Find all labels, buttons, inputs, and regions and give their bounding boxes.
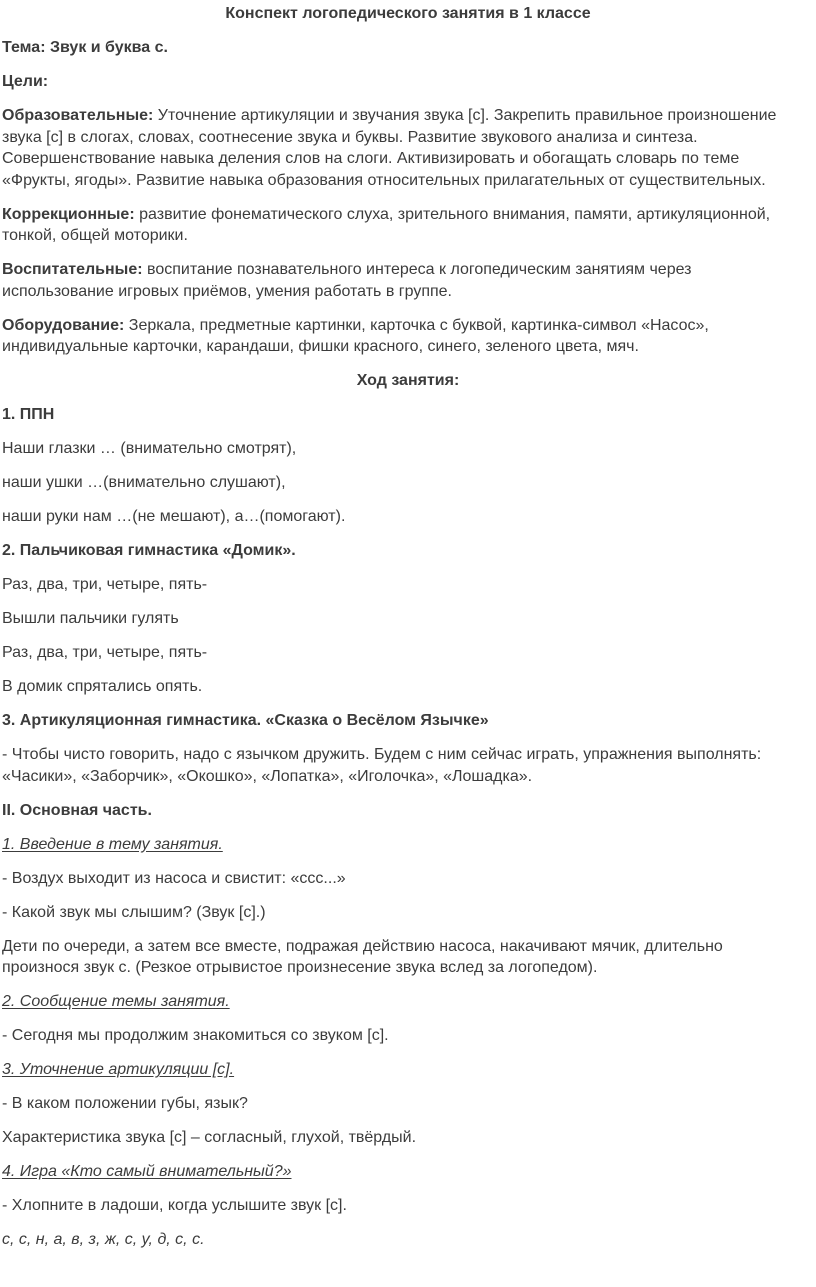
subheading-26: 3. Уточнение артикуляции [с]. [2,1061,235,1078]
paragraph-16: В домик спрятались опять. [2,678,203,695]
paragraph-text: Уточнение артикуляции и звучания звука [с]. Закрепить правильное произношение звука [с] в слогах, словах, соотнесение звука и буквы. Развитие звукового анализа и синтеза. Совершенствование навыка деления слов на слоги. Активизировать и обогащать словарь по теме «Фрукты, ягоды». Развитие навыка образования относительных прилагательных от существительных. [2,107,777,189]
heading-8: 1. ППН [2,406,55,423]
labeled-paragraph-3 [2,105,790,191]
paragraph-text: воспитание познавательного интереса к логопедическим занятиям через использование игровых приёмов, умения работать в группе. [2,261,692,300]
labeled-paragraph-4 [2,204,790,247]
paragraph-13: Раз, два, три, четыре, пять- [2,576,208,593]
paragraph-lead-label: Оборудование: [2,316,125,334]
document-body [2,3,790,1251]
section-title-7: Ход занятия: [356,372,460,389]
paragraph-lead-label: Образовательные: [2,107,154,124]
paragraph-30: - Хлопните в ладоши, когда услышите звук [с]. [2,1197,347,1214]
subheading-24: 2. Сообщение темы занятия. [2,993,230,1010]
paragraph-14: Вышли пальчики гулять [2,610,179,627]
heading-12: 2. Пальчиковая гимнастика «Домик». [2,542,296,559]
paragraph-10: наши ушки …(внимательно слушают), [2,474,286,491]
paragraph-9: Наши глазки … (внимательно смотрят), [2,440,297,457]
paragraph-28: Характеристика звука [с] – согласный, глухой, твёрдый. [2,1129,417,1146]
labeled-paragraph-6 [2,315,790,358]
document-title: Конспект логопедического занятия в 1 классе [225,5,591,22]
heading-2: Цели: [2,73,49,90]
paragraph-lead-label: Воспитательные: [2,261,143,278]
paragraph-text: развитие фонематического слуха, зрительного внимания, памяти, артикуляционной, тонкой, общей моторики. [2,205,771,244]
paragraph-31: с, с, н, а, в, з, ж, с, у, д, с, с. [2,1231,205,1248]
paragraph-21: - Воздух выходит из насоса и свистит: «ссс...» [2,869,346,887]
paragraph-22: - Какой звук мы слышим? (Звук [с].) [2,903,266,921]
heading-19: II. Основная часть. [2,801,152,819]
paragraph-23: Дети по очереди, а затем все вместе, подражая действию насоса, накачивают мячик, длительно произнося звук с. (Резкое отрывистое произнесение звука вслед за логопедом). [2,937,723,976]
paragraph-11: наши руки нам …(не мешают), а…(помогают). [2,508,346,525]
paragraph-text: Зеркала, предметные картинки, карточка с буквой, картинка-символ «Насос», индивидуальные карточки, карандаши, фишки красного, синего, зеленого цвета, мяч. [2,316,709,355]
paragraph-15: Раз, два, три, четыре, пять- [2,644,208,661]
paragraph-25: - Сегодня мы продолжим знакомиться со звуком [с]. [2,1027,389,1044]
subheading-29: 4. Игра «Кто самый внимательный?» [2,1163,292,1180]
heading-1: Тема: Звук и буква с. [2,39,168,56]
heading-17: 3. Артикуляционная гимнастика. «Сказка о Весёлом Язычке» [2,712,489,729]
paragraph-27: - В каком положении губы, язык? [2,1095,248,1112]
labeled-paragraph-5 [2,259,790,302]
paragraph-lead-label: Коррекционные: [2,205,135,223]
subheading-20: 1. Введение в тему занятия. [2,835,223,853]
paragraph-18: - Чтобы чисто говорить, надо с язычком дружить. Будем с ним сейчас играть, упражнения выполнять: «Часики», «Заборчик», «Окошко», «Лопатка», «Иголочка», «Лошадка». [2,746,762,785]
